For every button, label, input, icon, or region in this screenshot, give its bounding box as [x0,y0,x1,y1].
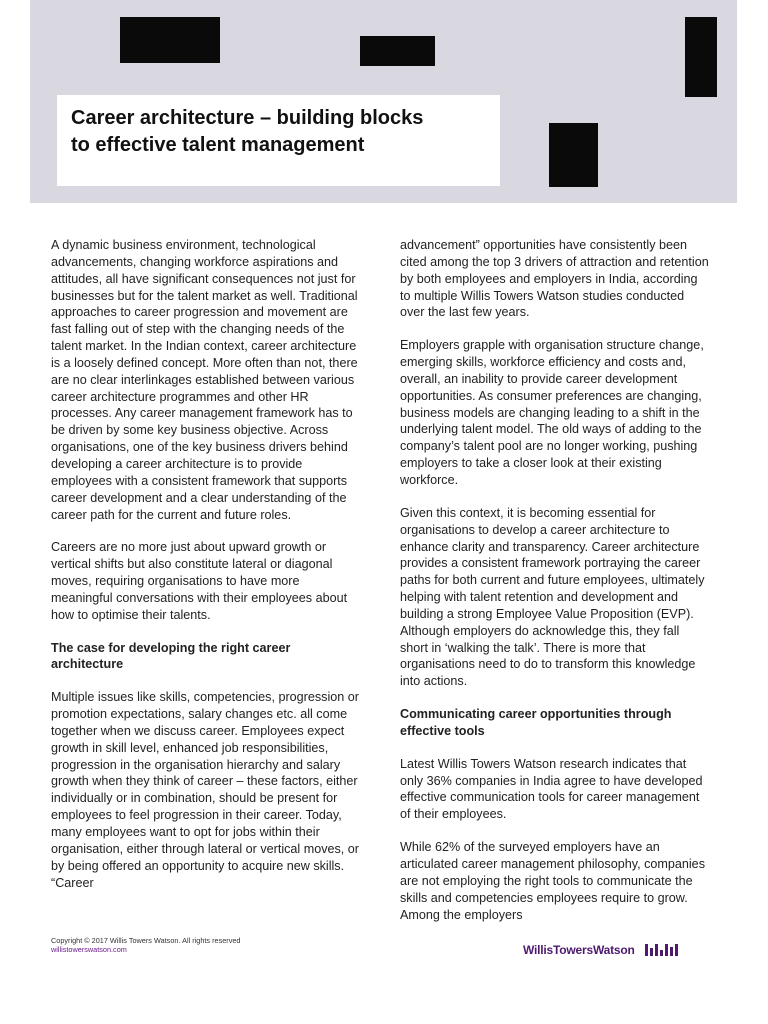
paragraph: Multiple issues like skills, competencies, progression or promotion expectations, salary changes etc. all come together when we discuss career. Employees expect growth in skill level, enhanced job responsibilities, progression in the organisation hierarchy and salary growth when they think of career – these factors, either individually or in combination, should be present for employees to feel progression in their career. Today, many employees want to opt for jobs within their organisation, either through lateral or vertical moves, or by being offered an opportunity to acquire new skills. “Career [51,690,359,890]
copyright-text: Copyright © 2017 Willis Towers Watson. All rights reserved [51,936,241,945]
paragraph: Latest Willis Towers Watson research indicates that only 36% companies in India agree to have developed effective communication tools for career management of their employees. [400,756,703,822]
brand-logo [523,941,678,959]
website-link[interactable]: willistowerswatson.com [51,945,127,954]
section-heading: Communicating career opportunities through effective tools [400,707,672,738]
paragraph: Given this context, it is becoming essential for organisations to develop a career architecture to enhance clarity and transparency. Career architecture provides a consistent framework portraying the career paths for both current and future employees, ultimately helping with talent retention and development and building a strong Employee Value Proposition (EVP). Although employers do acknowledge this, they fall short in ‘walking the talk’. There is more that organisations need to do to transform this knowledge into actions. [400,505,705,689]
wtw-bars-logo-icon [645,944,678,956]
decorative-block [549,123,598,187]
decorative-block [360,36,435,66]
paragraph: Employers grapple with organisation structure change, emerging skills, workforce efficiency and costs and, overall, an inability to provide career development opportunities. As consumer preferences are changing, business models are changing leading to a shift in the underlying talent model. The old ways of adding to the company’s talent pool are no longer working, pushing employers to take a closer look at their existing workforce. [400,338,704,487]
left-column [51,237,361,891]
page-title: Career architecture – building blocks to effective talent management [71,107,424,156]
section-heading: The case for developing the right career architecture [51,640,291,672]
title-box [57,95,500,186]
paragraph: While 62% of the surveyed employers have an articulated career management philosophy, companies are not employing the right tools to communicate the skills and competencies employees require to grow. Among the employers [400,840,705,922]
decorative-block [120,17,220,63]
paragraph: A dynamic business environment, technological advancements, changing workforce aspirations and attitudes, all have significant consequences not just for businesses but for the talent market as well. Traditional approaches to career progression and movement are fast falling out of step with the changing needs of the talent market. In the Indian context, career architecture is a loosely defined concept. More often than not, there are no clear interlinkages established between various career architecture programmes and other HR processes. Any career management framework has to be driven by some key business objective. Across organisations, one of the key business drivers behind developing a career architecture is to provide employees with a consistent framework that supports career development and a clear understanding of the career path for the current and future roles. [51,238,358,522]
paragraph: advancement” opportunities have consistently been cited among the top 3 drivers of attraction and retention by both employees and employers in India, according to multiple Willis Towers Watson studies conducted over the last few years. [400,238,709,320]
right-column [400,237,710,923]
brand-name: WillisTowersWatson [523,943,635,957]
footer [51,936,241,954]
decorative-block [685,17,717,97]
paragraph: Careers are no more just about upward growth or vertical shifts but also constitute lateral or diagonal moves, requiring organisations to have more meaningful conversations with their employees about how to optimise their talents. [51,540,348,622]
